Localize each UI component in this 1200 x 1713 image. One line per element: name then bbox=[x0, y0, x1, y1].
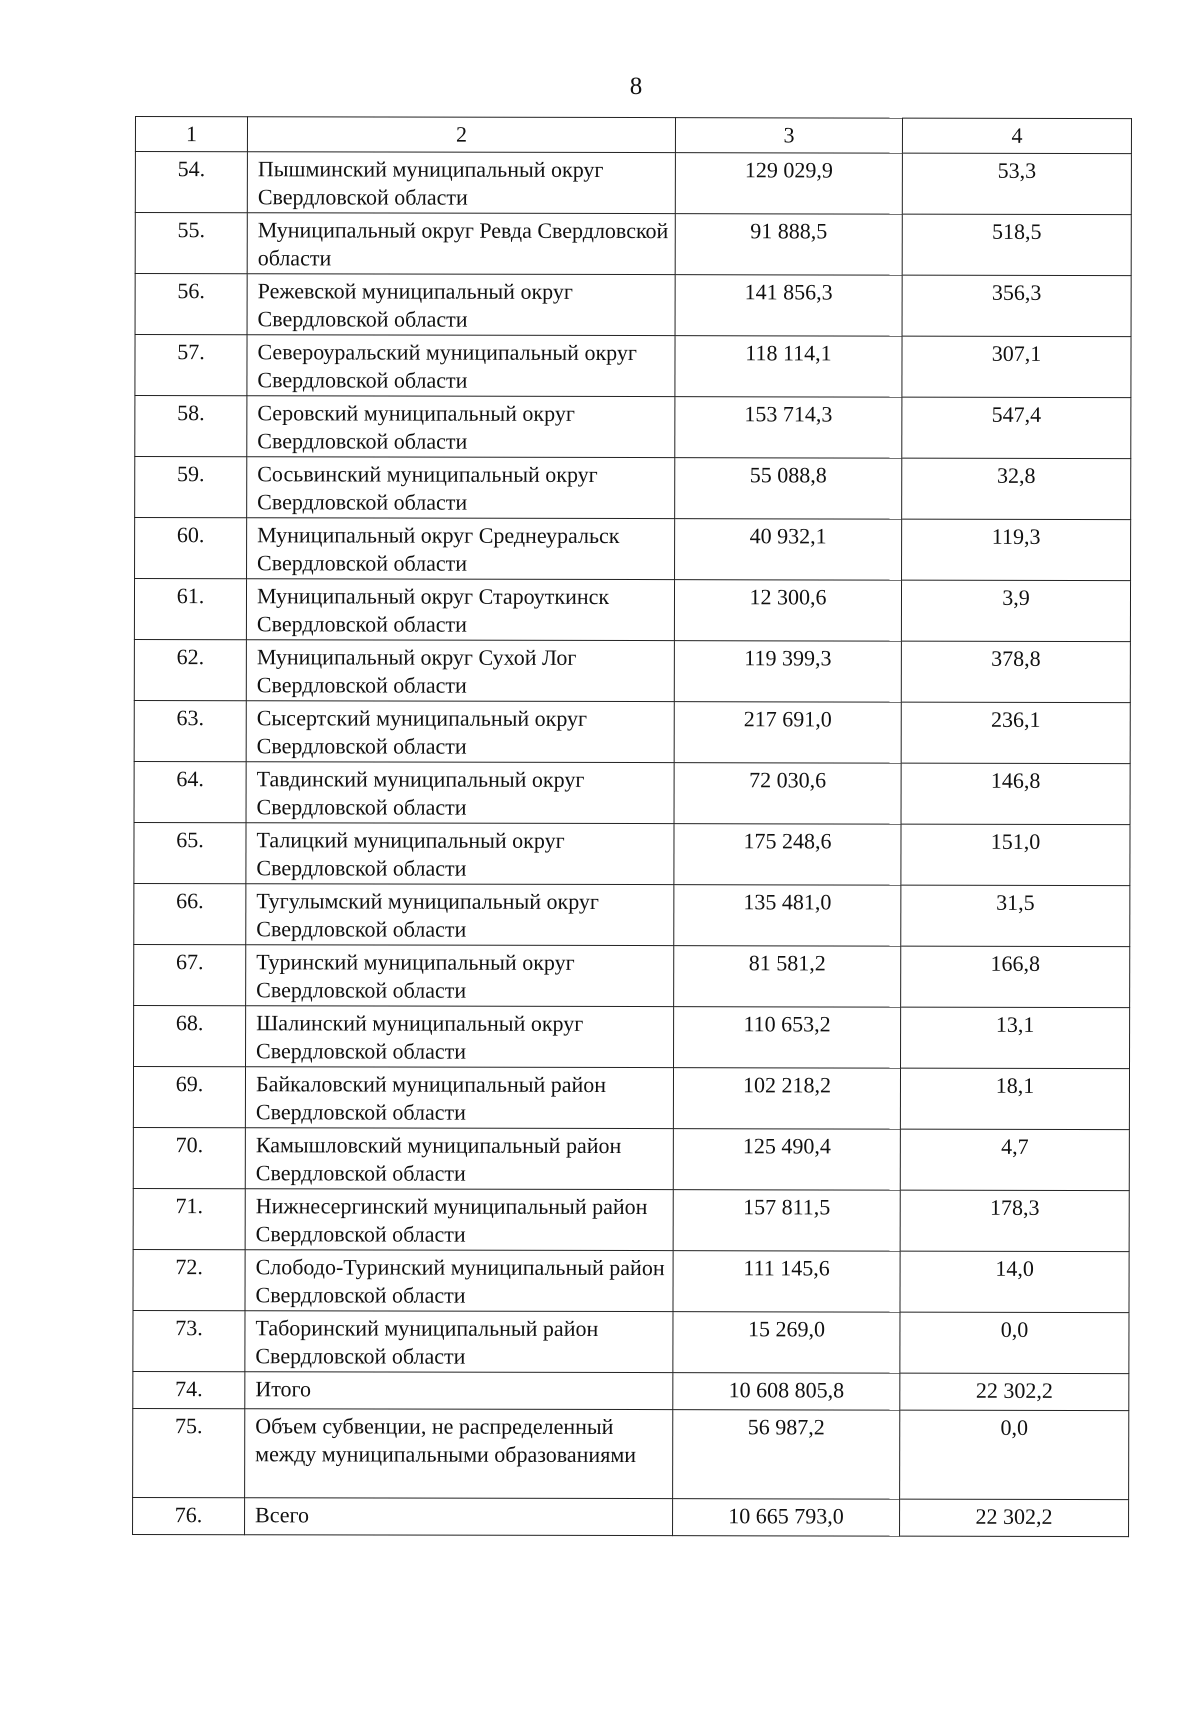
row-number: 56. bbox=[135, 274, 247, 335]
header-col-4: 4 bbox=[902, 118, 1131, 153]
municipality-name: Байкаловский муниципальный район Свердловской области bbox=[245, 1067, 673, 1129]
row-number: 70. bbox=[133, 1127, 245, 1188]
amount-col-3: 175 248,6 bbox=[674, 824, 901, 885]
subtotal-row bbox=[133, 1371, 1129, 1410]
row-number: 57. bbox=[135, 335, 247, 396]
amount-col-3: 153 714,3 bbox=[675, 397, 902, 458]
amount-col-4: 151,0 bbox=[901, 824, 1130, 885]
row-number: 68. bbox=[134, 1005, 246, 1066]
row-number: 76. bbox=[133, 1497, 245, 1534]
header-col-1: 1 bbox=[135, 117, 247, 152]
municipality-name: Камышловский муниципальный район Свердловской области bbox=[245, 1128, 673, 1190]
row-number: 71. bbox=[133, 1188, 245, 1249]
amount-col-4: 3,9 bbox=[901, 580, 1130, 641]
municipality-name: Таборинский муниципальный район Свердловской области bbox=[245, 1311, 673, 1373]
amount-col-4: 547,4 bbox=[902, 397, 1131, 458]
amount-col-3: 141 856,3 bbox=[675, 275, 902, 336]
amount-col-3: 81 581,2 bbox=[674, 946, 901, 1007]
table-row bbox=[134, 822, 1130, 885]
table-row bbox=[135, 518, 1131, 581]
amount-col-4: 236,1 bbox=[901, 702, 1130, 763]
amount-col-3: 118 114,1 bbox=[675, 336, 902, 397]
municipality-name: Муниципальный округ Сухой Лог Свердловской области bbox=[246, 640, 674, 702]
row-number: 58. bbox=[135, 396, 247, 457]
municipality-name: Талицкий муниципальный округ Свердловской области bbox=[246, 823, 674, 885]
amount-col-4: 518,5 bbox=[902, 214, 1131, 275]
amount-col-4: 0,0 bbox=[900, 1312, 1129, 1373]
amount-col-3: 55 088,8 bbox=[675, 458, 902, 519]
table-row bbox=[133, 1249, 1129, 1312]
amount-col-3: 10 665 793,0 bbox=[673, 1499, 900, 1536]
amount-col-4: 32,8 bbox=[902, 458, 1131, 519]
row-number: 65. bbox=[134, 822, 246, 883]
row-number: 67. bbox=[134, 944, 246, 1005]
table-row bbox=[134, 1005, 1130, 1068]
amount-col-4: 356,3 bbox=[902, 275, 1131, 336]
table-row bbox=[134, 639, 1130, 702]
amount-col-3: 56 987,2 bbox=[673, 1410, 900, 1499]
subtotal-label: Итого bbox=[245, 1372, 673, 1410]
row-number: 75. bbox=[133, 1408, 245, 1497]
row-number: 59. bbox=[135, 457, 247, 518]
municipality-name: Тугулымский муниципальный округ Свердловской области bbox=[246, 884, 674, 946]
row-number: 72. bbox=[133, 1249, 245, 1310]
header-col-3: 3 bbox=[675, 118, 902, 153]
header-col-2: 2 bbox=[247, 117, 675, 153]
amount-col-3: 111 145,6 bbox=[673, 1251, 900, 1312]
table-row bbox=[135, 213, 1131, 276]
row-number: 62. bbox=[134, 639, 246, 700]
amount-col-3: 110 653,2 bbox=[674, 1007, 901, 1068]
table-row bbox=[134, 883, 1130, 946]
municipality-name: Пышминский муниципальный округ Свердловской области bbox=[247, 152, 675, 214]
table-row bbox=[133, 1066, 1129, 1129]
row-number: 66. bbox=[134, 883, 246, 944]
table-row bbox=[133, 1188, 1129, 1251]
table-header-row bbox=[135, 117, 1131, 154]
amount-col-4: 31,5 bbox=[901, 885, 1130, 946]
amount-col-3: 125 490,4 bbox=[673, 1129, 900, 1190]
amount-col-3: 40 932,1 bbox=[675, 519, 902, 580]
table-row bbox=[133, 1127, 1129, 1190]
amount-col-4: 146,8 bbox=[901, 763, 1130, 824]
subvention-table bbox=[132, 116, 1132, 1537]
table-row bbox=[135, 274, 1131, 337]
municipality-name: Сысертский муниципальный округ Свердловской области bbox=[246, 701, 674, 763]
table-row bbox=[135, 457, 1131, 520]
row-number: 64. bbox=[134, 761, 246, 822]
municipality-name: Муниципальный округ Староуткинск Свердловской области bbox=[246, 579, 674, 641]
undistributed-label: Объем субвенции, не распределенный между муниципальными образованиями bbox=[245, 1409, 673, 1499]
municipality-name: Североуральский муниципальный округ Свердловской области bbox=[247, 335, 675, 397]
amount-col-3: 157 811,5 bbox=[673, 1190, 900, 1251]
grand-total-row bbox=[133, 1497, 1129, 1536]
amount-col-4: 22 302,2 bbox=[900, 1499, 1129, 1536]
amount-col-4: 14,0 bbox=[900, 1251, 1129, 1312]
amount-col-3: 217 691,0 bbox=[674, 702, 901, 763]
row-number: 55. bbox=[135, 213, 247, 274]
page-number: 8 bbox=[629, 73, 643, 100]
undistributed-row bbox=[133, 1408, 1129, 1499]
amount-col-3: 72 030,6 bbox=[674, 763, 901, 824]
table-row bbox=[134, 579, 1130, 642]
amount-col-3: 129 029,9 bbox=[675, 153, 902, 214]
amount-col-4: 178,3 bbox=[900, 1190, 1129, 1251]
amount-col-4: 13,1 bbox=[901, 1007, 1130, 1068]
table-row bbox=[134, 944, 1130, 1007]
table-row bbox=[133, 1310, 1129, 1373]
row-number: 74. bbox=[133, 1371, 245, 1408]
row-number: 54. bbox=[135, 152, 247, 213]
amount-col-4: 0,0 bbox=[900, 1410, 1129, 1499]
municipality-name: Сосьвинский муниципальный округ Свердловской области bbox=[247, 457, 675, 519]
row-number: 73. bbox=[133, 1310, 245, 1371]
amount-col-4: 378,8 bbox=[901, 641, 1130, 702]
municipality-name: Шалинский муниципальный округ Свердловской области bbox=[246, 1006, 674, 1068]
row-number: 60. bbox=[135, 518, 247, 579]
amount-col-4: 22 302,2 bbox=[900, 1373, 1129, 1410]
amount-col-4: 4,7 bbox=[900, 1129, 1129, 1190]
amount-col-4: 307,1 bbox=[902, 336, 1131, 397]
amount-col-4: 53,3 bbox=[902, 153, 1131, 214]
municipality-name: Нижнесергинский муниципальный район Свердловской области bbox=[245, 1189, 673, 1251]
row-number: 69. bbox=[133, 1066, 245, 1127]
amount-col-3: 15 269,0 bbox=[673, 1312, 900, 1373]
amount-col-3: 135 481,0 bbox=[674, 885, 901, 946]
amount-col-4: 119,3 bbox=[902, 519, 1131, 580]
table-row bbox=[134, 761, 1130, 824]
amount-col-3: 12 300,6 bbox=[674, 580, 901, 641]
table-row bbox=[135, 152, 1131, 215]
municipality-name: Туринский муниципальный округ Свердловской области bbox=[246, 945, 674, 1007]
municipality-name: Серовский муниципальный округ Свердловской области bbox=[247, 396, 675, 458]
municipality-name: Слободо-Туринский муниципальный район Свердловской области bbox=[245, 1250, 673, 1312]
row-number: 61. bbox=[134, 579, 246, 640]
amount-col-3: 10 608 805,8 bbox=[673, 1373, 900, 1410]
grand-total-label: Всего bbox=[245, 1498, 673, 1536]
municipality-name: Муниципальный округ Ревда Свердловской области bbox=[247, 213, 675, 275]
table-row bbox=[135, 335, 1131, 398]
table-row bbox=[135, 396, 1131, 459]
table-row bbox=[134, 700, 1130, 763]
amount-col-3: 119 399,3 bbox=[674, 641, 901, 702]
municipality-name: Муниципальный округ Среднеуральск Свердловской области bbox=[247, 518, 675, 580]
municipality-name: Режевской муниципальный округ Свердловской области bbox=[247, 274, 675, 336]
amount-col-3: 91 888,5 bbox=[675, 214, 902, 275]
municipality-name: Тавдинский муниципальный округ Свердловской области bbox=[246, 762, 674, 824]
row-number: 63. bbox=[134, 700, 246, 761]
amount-col-4: 166,8 bbox=[901, 946, 1130, 1007]
amount-col-3: 102 218,2 bbox=[673, 1068, 900, 1129]
amount-col-4: 18,1 bbox=[900, 1068, 1129, 1129]
